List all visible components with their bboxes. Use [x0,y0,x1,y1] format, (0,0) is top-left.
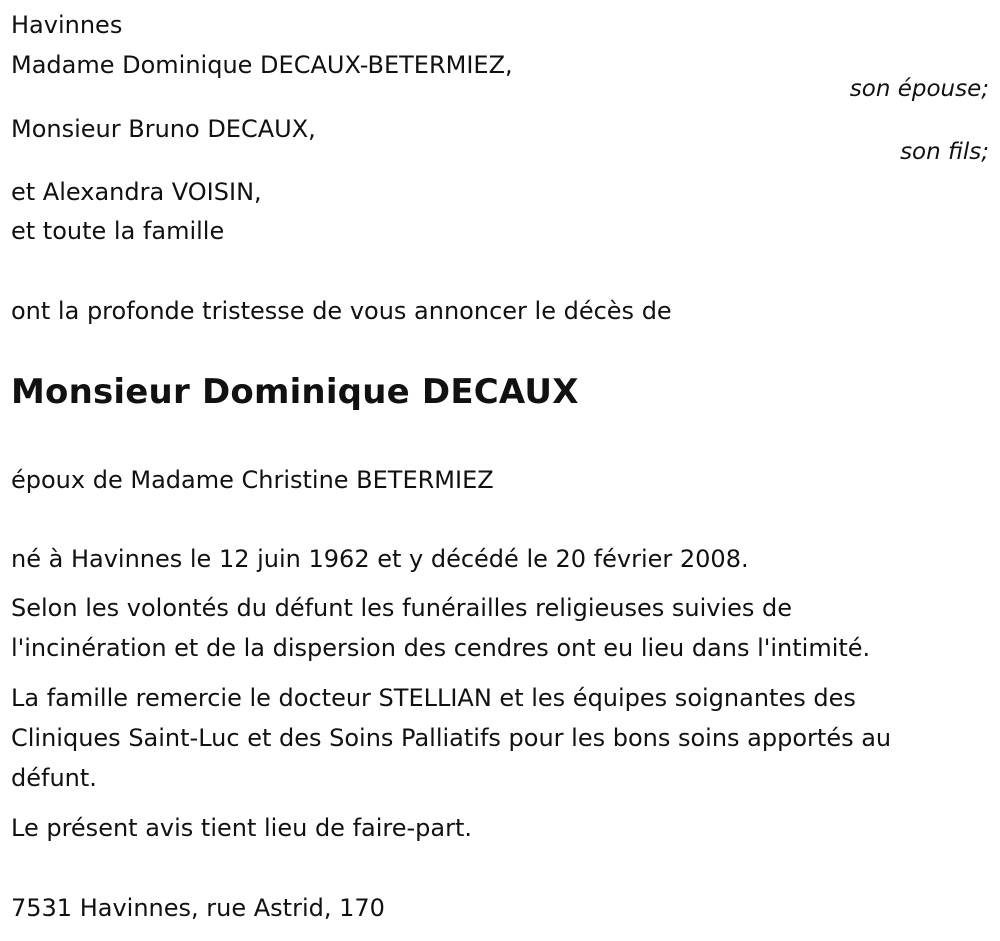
address-text: 7531 Havinnes, rue Astrid, 170 [11,894,385,922]
funeral-line-2: l'incinération et de la dispersion des cendres ont eu lieu dans l'intimité. [11,634,871,662]
spouse-of-text: époux de Madame Christine BETERMIEZ [11,466,494,494]
family-text: et toute la famille [11,217,225,245]
thanks-line-3: défunt. [11,764,97,792]
thanks-line-1: La famille remercie le docteur STELLIAN et les équipes soignantes des [11,684,856,712]
partner-name: et Alexandra VOISIN, [11,178,262,206]
location-text: Havinnes [11,11,123,39]
thanks-line-2: Cliniques Saint-Luc et des Soins Palliatifs pour les bons soins apportés au [11,724,892,752]
notice-text: Le présent avis tient lieu de faire-part. [11,814,473,842]
deceased-name: Monsieur Dominique DECAUX [11,372,579,412]
spouse-relation: son épouse; [849,76,989,102]
son-name: Monsieur Bruno DECAUX, [11,115,316,143]
son-relation: son fils; [900,139,989,165]
announcement-text: ont la profonde tristesse de vous annoncer le décès de [11,297,672,325]
spouse-name: Madame Dominique DECAUX-BETERMIEZ, [11,51,513,79]
birth-death-text: né à Havinnes le 12 juin 1962 et y décédé le 20 février 2008. [11,545,749,573]
funeral-line-1: Selon les volontés du défunt les funérailles religieuses suivies de [11,594,793,622]
